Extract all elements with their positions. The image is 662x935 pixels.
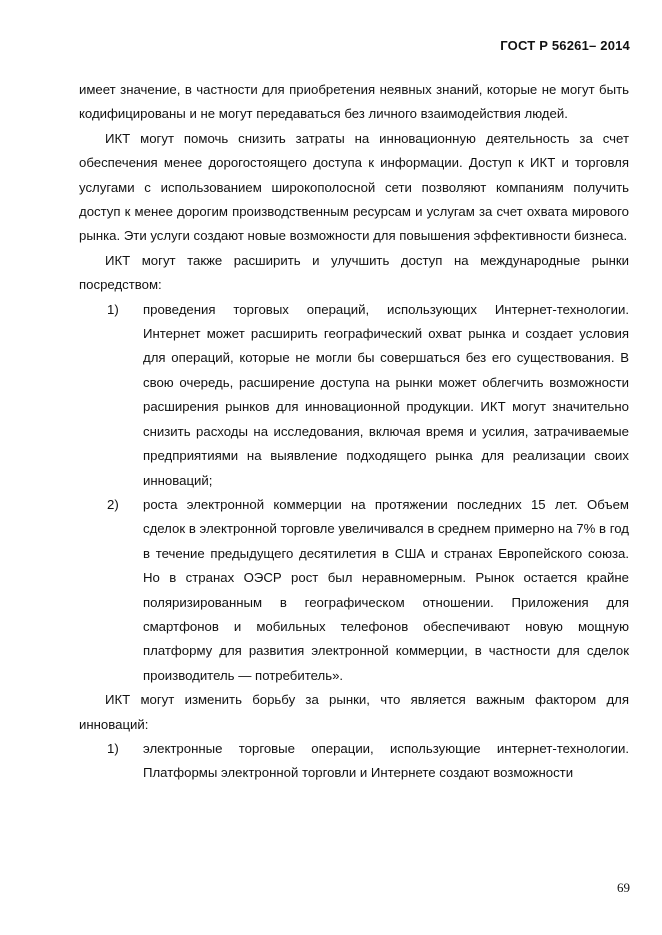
list-item <box>107 493 629 688</box>
document-body <box>79 78 629 786</box>
list-item-number: 1) <box>107 301 119 317</box>
list-item <box>107 737 629 786</box>
paragraph-market-competition: ИКТ могут изменить борьбу за рынки, что является важным фактором для инноваций: <box>79 692 629 732</box>
paragraph-continuation: имеет значение, в частности для приобретения неявных знаний, которые не могут быть кодифицированы и не могут передаваться без личного взаимодействия людей. <box>79 82 629 122</box>
list-item-number: 1) <box>107 740 119 756</box>
list-item-number: 2) <box>107 496 119 512</box>
list-item-text: роста электронной коммерции на протяжении последних 15 лет. Объем сделок в электронной торговле увеличивался в среднем примерно на 7% в год в течение предыдущего десятилетия в США и странах Европейского союза. Но в странах ОЭСР рост был неравномерным. Рынок остается крайне поляризированным в географическом отношении. Приложения для смартфонов и мобильных телефонов обеспечивают новую мощную платформу для развития электронной коммерции, в частности для сделок производитель — потребитель». <box>143 496 629 683</box>
list-item-text: электронные торговые операции, использующие интернет-технологии. Платформы электронной торговли и Интернете создают возможности <box>143 740 629 781</box>
document-header: ГОСТ Р 56261– 2014 <box>500 38 630 53</box>
list-item <box>107 298 629 493</box>
paragraph-ict-costs: ИКТ могут помочь снизить затраты на инновационную деятельность за счет обеспечения менее дорогостоящего доступа к информации. Доступ к ИКТ и торговля услугами с использованием широкополосной сети позволяют компаниям получить доступ к менее дорогим производственным ресурсам и услугам за счет охвата мирового рынка. Эти услуги создают новые возможности для повышения эффективности бизнеса. <box>79 130 629 244</box>
page-number: 69 <box>617 880 630 895</box>
paragraph-ict-markets: ИКТ могут также расширить и улучшить доступ на международные рынки посредством: <box>79 252 629 293</box>
list-item-text: проведения торговых операций, использующих Интернет-технологии. Интернет может расширить географический охват рынка и создает условия для операций, которые не могли бы совершаться без его существования. В свою очередь, расширение доступа на рынки может облегчить возможности расширения рынков для инновационной продукции. ИКТ могут значительно снизить расходы на исследования, включая время и усилия, затрачиваемые предприятиями на выявление подходящего рынка для реализации своих инноваций; <box>143 301 629 488</box>
